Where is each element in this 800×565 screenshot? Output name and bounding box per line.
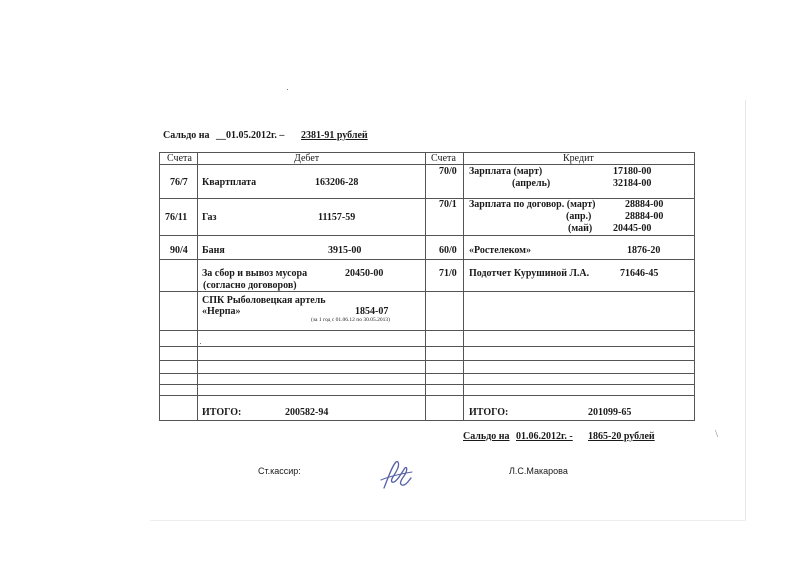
credit-description: Зарплата (март) [469, 166, 543, 177]
table-row-rule [159, 373, 695, 374]
cashier-role: Ст.кассир: [258, 466, 301, 476]
table-row-rule [159, 384, 695, 385]
credit-account: 60/0 [439, 245, 457, 256]
table-row-rule [159, 198, 695, 199]
cashier-name: Л.С.Макарова [509, 466, 568, 476]
table-border-top [159, 152, 695, 153]
table-row-rule [159, 360, 695, 361]
table-row-rule [159, 330, 695, 331]
col-header-account-2: Счета [431, 153, 456, 164]
debit-total-label: ИТОГО: [202, 407, 242, 418]
closing-balance-amount: 1865-20 рублей [588, 431, 655, 442]
debit-description-note: (согласно договоров) [203, 280, 297, 291]
opening-balance-date: __01.05.2012г. – [216, 130, 285, 141]
table-border-right [694, 152, 695, 421]
scan-speck [197, 386, 198, 387]
table-header-rule [159, 164, 695, 165]
table-border-left [159, 152, 160, 421]
closing-balance-label: Сальдо на [463, 431, 510, 442]
credit-description: (апрель) [512, 178, 551, 189]
closing-balance-date: 01.06.2012г. - [516, 431, 573, 442]
col-header-debit: Дебет [294, 153, 320, 164]
table-col-rule [425, 152, 426, 421]
scan-speck [200, 343, 201, 344]
credit-amount: 28884-00 [625, 211, 664, 222]
debit-amount: 11157-59 [318, 212, 356, 223]
credit-account: 70/1 [439, 199, 457, 210]
debit-account: 76/7 [170, 177, 188, 188]
credit-amount: 32184-00 [613, 178, 652, 189]
credit-total-label: ИТОГО: [469, 407, 509, 418]
credit-amount: 71646-45 [620, 268, 659, 279]
debit-account: 76/11 [165, 212, 188, 223]
debit-description: Баня [202, 245, 225, 256]
debit-description: СПК Рыболовецкая артель [202, 295, 326, 306]
debit-amount: 3915-00 [328, 245, 362, 256]
debit-description: Газ [202, 212, 217, 223]
table-row-rule [159, 235, 695, 236]
credit-description: (апр.) [566, 211, 592, 222]
table-col-rule [197, 152, 198, 421]
credit-account: 71/0 [439, 268, 457, 279]
scan-speck [287, 89, 288, 90]
credit-amount: 28884-00 [625, 199, 664, 210]
handwritten-signature [378, 458, 418, 494]
debit-period-note: (за 1 год с 01.06.12 по 30.05.2013) [311, 317, 390, 323]
opening-balance-label: Сальдо на [163, 130, 210, 141]
col-header-credit: Кредит [563, 153, 594, 164]
credit-description: (май) [568, 223, 593, 234]
debit-amount: 163206-28 [315, 177, 359, 188]
credit-description: «Ростелеком» [469, 245, 531, 256]
debit-description: За сбор и вывоз мусора [202, 268, 308, 279]
credit-total-amount: 201099-65 [588, 407, 632, 418]
credit-description: Подотчет Курушиной Л.А. [469, 268, 590, 279]
credit-description: Зарплата по договор. (март) [469, 199, 596, 210]
debit-amount: 20450-00 [345, 268, 384, 279]
credit-account: 70/0 [439, 166, 457, 177]
credit-amount: 17180-00 [613, 166, 652, 177]
debit-amount: 1854-07 [355, 306, 389, 317]
table-row-rule [159, 395, 695, 396]
credit-amount: 20445-00 [613, 223, 652, 234]
table-row-rule [159, 346, 695, 347]
debit-description-note: «Нерпа» [202, 306, 241, 317]
page-edge-right [745, 100, 746, 520]
debit-total-amount: 200582-94 [285, 407, 329, 418]
debit-account: 90/4 [170, 245, 188, 256]
credit-amount: 1876-20 [627, 245, 661, 256]
col-header-account: Счета [167, 153, 192, 164]
table-border-bottom [159, 420, 695, 421]
page-edge-bottom [150, 520, 746, 521]
margin-mark: \ [715, 428, 719, 440]
table-row-rule [159, 259, 695, 260]
debit-description: Квартплата [202, 177, 257, 188]
table-col-rule [463, 152, 464, 421]
opening-balance-amount: 2381-91 рублей [301, 130, 368, 141]
